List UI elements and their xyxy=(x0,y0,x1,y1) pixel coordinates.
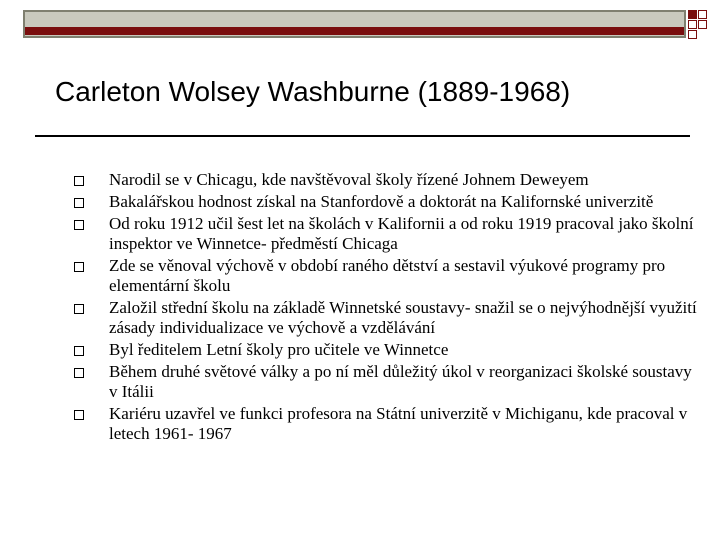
hollow-square-icon xyxy=(698,20,707,29)
header-bar xyxy=(23,10,686,38)
bullet-text: Kariéru uzavřel ve funkci profesora na Státní univerzitě v Michiganu, kde pracoval v letech 1961- 1967 xyxy=(109,404,688,443)
bullet-text: Zde se věnoval výchově v období raného dětství a sestavil výukové programy pro elementární školu xyxy=(109,256,666,295)
hollow-square-icon xyxy=(698,10,707,19)
hollow-square-icon xyxy=(688,30,697,39)
hollow-square-icon xyxy=(74,410,84,420)
bullet-item xyxy=(74,256,704,296)
bullet-item xyxy=(74,192,704,212)
bullet-item xyxy=(74,340,704,360)
bullet-item xyxy=(74,404,704,444)
bullet-item xyxy=(74,298,704,338)
bullet-text: Byl ředitelem Letní školy pro učitele ve Winnetce xyxy=(109,340,449,359)
hollow-square-icon xyxy=(74,220,84,230)
bullet-text: Od roku 1912 učil šest let na školách v Kalifornii a od roku 1919 pracoval jako školní inspektor ve Winnetce- předměstí Chicaga xyxy=(109,214,694,253)
bullet-text: Během druhé světové války a po ní měl důležitý úkol v reorganizaci školské soustavy v Itálii xyxy=(109,362,692,401)
filled-square-icon xyxy=(688,10,697,19)
hollow-square-icon xyxy=(74,176,84,186)
bullet-list xyxy=(74,170,704,446)
hollow-square-icon xyxy=(74,368,84,378)
slide-title: Carleton Wolsey Washburne (1889-1968) xyxy=(55,76,571,107)
title-divider xyxy=(35,135,690,137)
header-stripe xyxy=(25,27,684,35)
bullet-text: Narodil se v Chicagu, kde navštěvoval školy řízené Johnem Deweyem xyxy=(109,170,589,189)
bullet-text: Založil střední školu na základě Winnetské soustavy- snažil se o nejvýhodnější využití zásady individualizace ve výchově a vzdělávání xyxy=(109,298,697,337)
hollow-square-icon xyxy=(74,304,84,314)
hollow-square-icon xyxy=(74,198,84,208)
hollow-square-icon xyxy=(74,346,84,356)
hollow-square-icon xyxy=(74,262,84,272)
hollow-square-icon xyxy=(688,20,697,29)
bullet-item xyxy=(74,214,704,254)
bullet-item xyxy=(74,170,704,190)
bullet-text: Bakalářskou hodnost získal na Stanfordově a doktorát na Kalifornské univerzitě xyxy=(109,192,654,211)
corner-squares-decoration xyxy=(688,10,708,40)
bullet-item xyxy=(74,362,704,402)
